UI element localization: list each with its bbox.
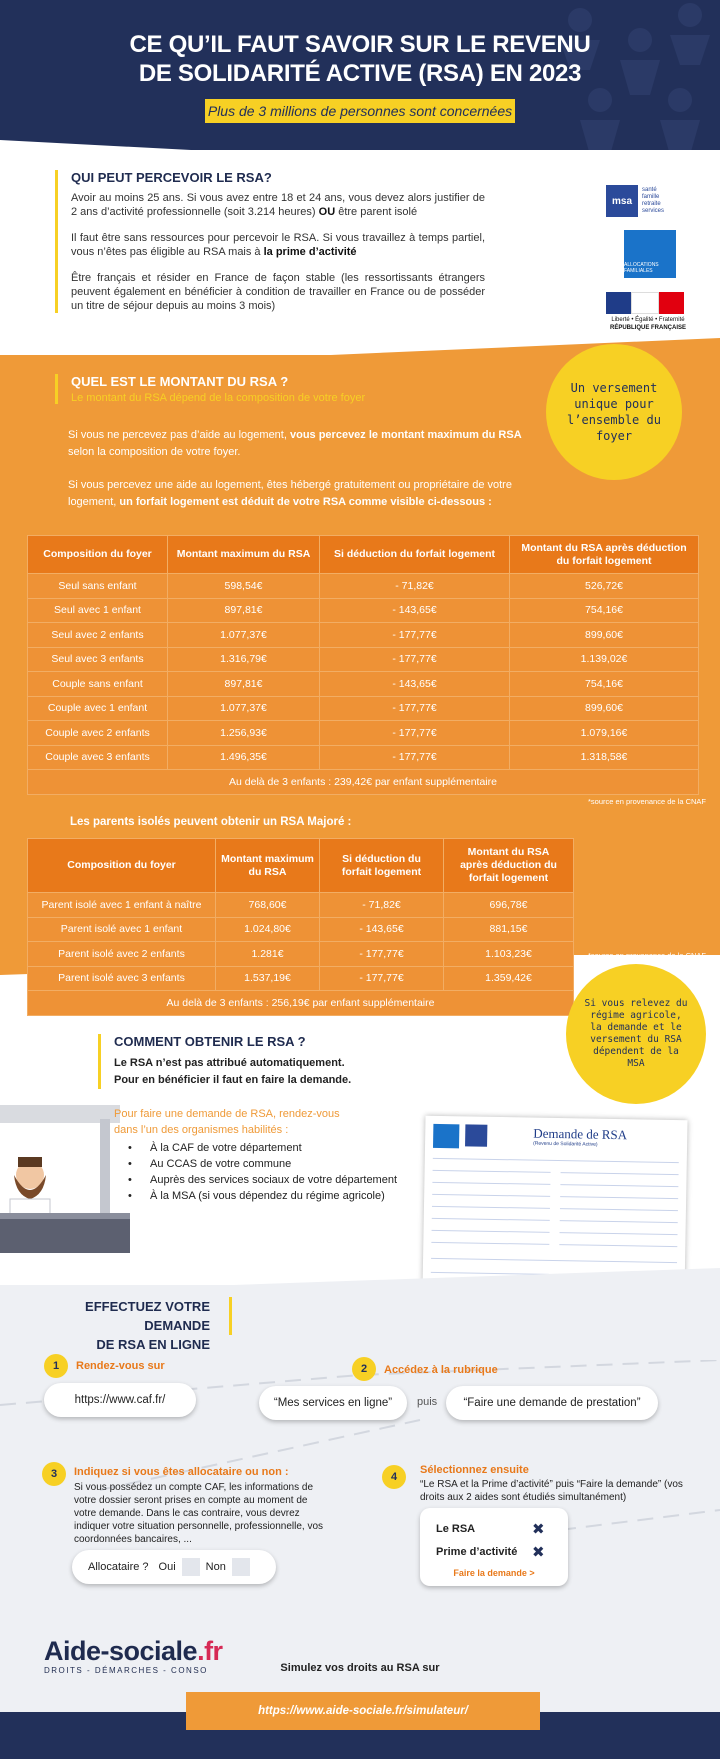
who-paragraph-residence: Être français et résider en France de façon stable (les ressortissants étrangers peuvent également en bénéficier à condition de travailler en France ou de posséder un titre de séjour depuis au moins 3 mois) <box>71 272 485 312</box>
table1-source: *source en provenance de la CNAF <box>588 797 706 806</box>
table-row: Couple sans enfant 897,81€ - 143,65€ 754,16€ <box>28 672 699 697</box>
single-payment-bubble: Un versement unique pour l’ensemble du foyer <box>546 344 682 480</box>
aide-sociale-tagline: DROITS - DÉMARCHES - CONSO <box>44 1666 208 1675</box>
step-3-number: 3 <box>42 1462 66 1486</box>
amount-header <box>55 374 525 404</box>
caf-link[interactable]: https://www.caf.fr/ <box>44 1383 196 1417</box>
header-banner <box>0 0 720 150</box>
list-item: • À la MSA (si vous dépendez du régime agricole) <box>114 1188 424 1204</box>
step-3-title: Indiquez si vous êtes allocataire ou non : <box>74 1466 289 1478</box>
amount-heading: QUEL EST LE MONTANT DU RSA ? <box>71 374 289 389</box>
table-row: Parent isolé avec 1 enfant à naître 768,60€ - 71,82€ 696,78€ <box>28 893 574 918</box>
french-flag-icon <box>606 292 684 314</box>
rsa-amount-table <box>27 535 699 795</box>
how-heading: COMMENT OBTENIR LE RSA ? <box>114 1034 306 1049</box>
table-row: Couple avec 2 enfants 1.256,93€ - 177,77€ 1.079,16€ <box>28 721 699 746</box>
rsa-majore-table <box>27 838 574 1016</box>
allocataire-question: Allocataire ? Oui Non <box>72 1550 276 1584</box>
rsa-form-image: Demande de RSA (Revenu de Solidarité Active) <box>422 1116 687 1297</box>
who-heading: QUI PEUT PERCEVOIR LE RSA? <box>71 170 272 185</box>
table-row: Couple avec 1 enfant 1.077,37€ - 177,77€ 899,60€ <box>28 696 699 721</box>
amount-paragraph-2: Si vous percevez une aide au logement, êtes hébergé gratuitement ou propriétaire de votre logement, un forfait logement est déduit de votre RSA comme visible ci-dessous : <box>68 479 512 508</box>
step-4-number: 4 <box>382 1465 406 1489</box>
msa-logo: msa santé famille retraite services <box>606 184 690 218</box>
caf-small-logo <box>433 1124 459 1148</box>
caf-logo: ALLOCATIONS FAMILIALES <box>624 230 676 278</box>
organisms-list: Pour faire une demande de RSA, rendez-vous dans l’un des organismes habilités : • À la CAF de votre département • Au CCAS de votre commune • Auprès des services sociaux de votre département • À la MSA (si vous dépendez du régime agricole) <box>114 1106 424 1204</box>
how-section <box>98 1034 458 1089</box>
step-1-title: Rendez-vous sur <box>76 1360 165 1372</box>
table-header-row: Composition du foyer Montant maximum du RSA Si déduction du forfait logement Montant du RSA après déduction du forfait logement <box>28 839 574 893</box>
aide-sociale-logo: Aide-sociale.fr <box>44 1636 223 1666</box>
partner-logos <box>606 184 690 332</box>
demande-prestation-pill[interactable]: “Faire une demande de prestation” <box>446 1386 658 1420</box>
who-section <box>55 170 485 313</box>
faire-demande-link[interactable]: Faire la demande > <box>453 1568 535 1578</box>
oui-checkbox[interactable] <box>182 1558 200 1576</box>
online-heading: EFFECTUEZ VOTRE DEMANDE DE RSA EN LIGNE <box>85 1299 210 1352</box>
amount-paragraph-1: Si vous ne percevez pas d’aide au logement, vous percevez le montant maximum du RSA selon la composition de votre foyer. <box>68 429 522 458</box>
table-row: Parent isolé avec 3 enfants 1.537,19€ - 177,77€ 1.359,42€ <box>28 966 574 991</box>
table-row: Seul sans enfant 598,54€ - 71,82€ 526,72€ <box>28 574 699 599</box>
table2-source: *source en provenance de la CNAF <box>588 951 706 960</box>
simulate-text: Simulez vos droits au RSA sur <box>280 1662 440 1674</box>
list-item: • Auprès des services sociaux de votre département <box>114 1172 424 1188</box>
option-prime-activite[interactable]: Prime d’activité <box>436 1546 518 1558</box>
republique-francaise-logo: Liberté • Égalité • Fraternité RÉPUBLIQUE FRANÇAISE <box>606 292 690 332</box>
cross-icon: ✖ <box>532 1521 545 1538</box>
option-rsa[interactable]: Le RSA <box>436 1523 476 1535</box>
table-row: Couple avec 3 enfants 1.496,35€ - 177,77€ 1.318,58€ <box>28 745 699 770</box>
msa-bubble: Si vous relevez du régime agricole, la demande et le versement du RSA dépendent de la MSA <box>566 964 706 1104</box>
who-paragraph-age: Avoir au moins 25 ans. Si vous avez entre 18 et 24 ans, vous devez alors justifier de 2 ans d’activité professionnelle (soit 3.214 heures) OU être parent isolé <box>71 192 485 218</box>
step-1-number: 1 <box>44 1354 68 1378</box>
table-footer-row: Au delà de 3 enfants : 239,42€ par enfant supplémentaire <box>28 770 699 795</box>
step-2-title: Accédez à la rubrique <box>384 1364 498 1376</box>
simulator-link-button[interactable]: https://www.aide-sociale.fr/simulateur/ <box>186 1692 540 1730</box>
subtitle-badge: Plus de 3 millions de personnes sont concernées <box>205 99 515 123</box>
amount-subheading: Le montant du RSA dépend de la composition de votre foyer <box>71 392 366 404</box>
table-row: Parent isolé avec 2 enfants 1.281€ - 177,77€ 1.103,23€ <box>28 942 574 967</box>
table-header-row: Composition du foyer Montant maximum du RSA Si déduction du forfait logement Montant du RSA après déduction du forfait logement <box>28 536 699 574</box>
step-4-text: “Le RSA et la Prime d’activité” puis “Faire la demande” (vos droits aux 2 aides sont étudiés simultanément) <box>420 1479 683 1503</box>
step-3-text: Si vous possédez un compte CAF, les informations de votre dossier seront prises en compte au moment de votre demande. Dans le cas contraire, vous devrez indiquer votre situation personnelle, professionnelle, vos coordonnées bancaires, ... <box>74 1482 324 1545</box>
how-line-2: Pour en bénéficier il faut en faire la demande. <box>114 1074 352 1086</box>
page-title <box>0 30 720 88</box>
cross-icon: ✖ <box>532 1544 545 1561</box>
table-row: Parent isolé avec 1 enfant 1.024,80€ - 143,65€ 881,15€ <box>28 917 574 942</box>
table-footer-row: Au delà de 3 enfants : 256,19€ par enfant supplémentaire <box>28 991 574 1016</box>
step-4-title: Sélectionnez ensuite <box>420 1464 529 1476</box>
table-row: Seul avec 2 enfants 1.077,37€ - 177,77€ 899,60€ <box>28 623 699 648</box>
aid-selection-card <box>420 1508 568 1586</box>
table-row: Seul avec 1 enfant 897,81€ - 143,65€ 754,16€ <box>28 598 699 623</box>
who-paragraph-resources: Il faut être sans ressources pour percevoir le RSA. Si vous travaillez à temps partiel, vous n’êtes pas éligible au RSA mais à la prime d’activité <box>71 232 485 258</box>
table-row: Seul avec 3 enfants 1.316,79€ - 177,77€ 1.139,02€ <box>28 647 699 672</box>
list-item: • Au CCAS de votre commune <box>114 1156 424 1172</box>
mes-services-pill[interactable]: “Mes services en ligne” <box>259 1386 407 1420</box>
title-line-2: DE SOLIDARITÉ ACTIVE (RSA) EN 2023 <box>138 60 582 87</box>
majore-title: Les parents isolés peuvent obtenir un RSA Majoré : <box>70 816 352 828</box>
step-2-number: 2 <box>352 1357 376 1381</box>
title-line-1: CE QU’IL FAUT SAVOIR SUR LE REVENU <box>129 31 591 58</box>
how-line-1: Le RSA n’est pas attribué automatiquement. <box>114 1057 345 1069</box>
list-item: • À la CAF de votre département <box>114 1140 424 1156</box>
msa-small-logo <box>465 1124 487 1146</box>
non-checkbox[interactable] <box>232 1558 250 1576</box>
